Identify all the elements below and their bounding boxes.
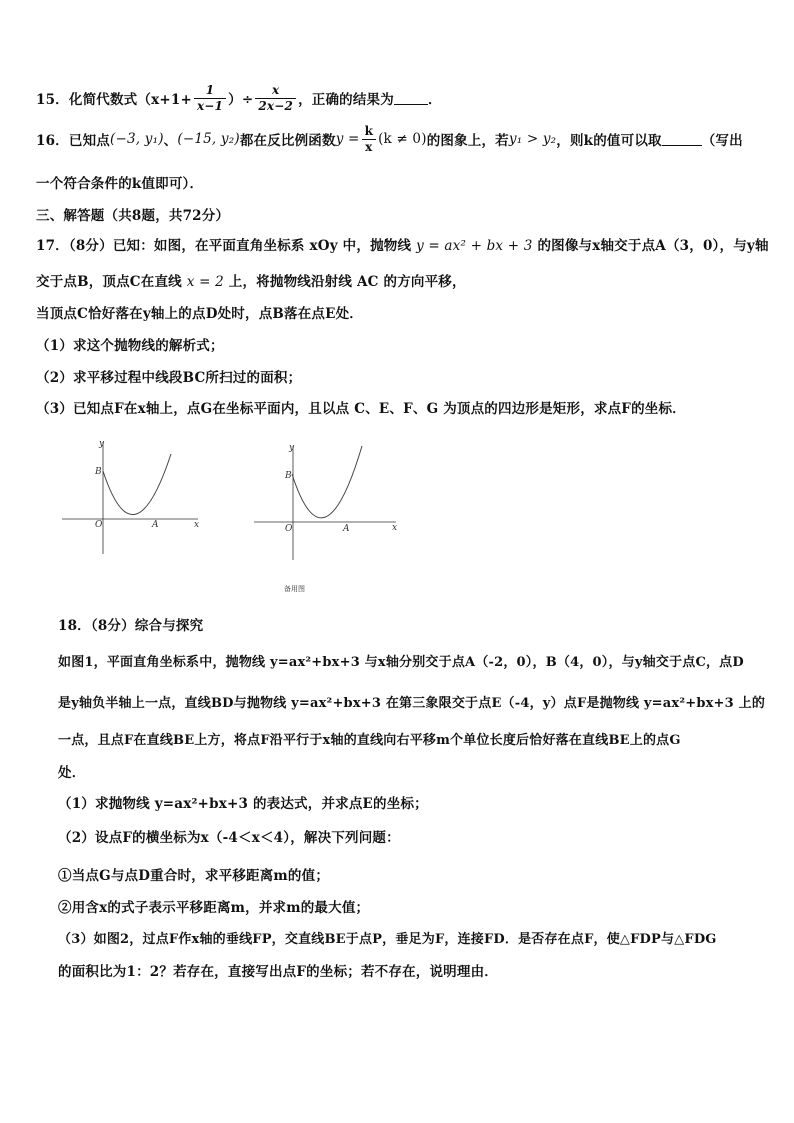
question-15 xyxy=(36,80,442,116)
q15-fraction-1 xyxy=(194,83,226,114)
q15-answer-blank[interactable] xyxy=(394,92,428,105)
x-axis-label: x xyxy=(392,523,398,533)
q18-line-4: 处． xyxy=(58,765,86,781)
q15-suffix: ，正确的结果为 xyxy=(298,92,394,108)
q18-sub-2b: ②用含x的式子表示平移距离m，并求m的最大值； xyxy=(58,900,370,916)
q17-sub-2: （2）求平移过程中线段BC所扫过的面积； xyxy=(36,370,302,386)
q17-l2b: 上，将抛物线沿射线 AC 的方向平移， xyxy=(228,274,466,290)
origin-label: O xyxy=(285,524,293,534)
y-axis-label: y xyxy=(99,439,105,449)
point-b-label: B xyxy=(95,467,102,477)
q17-figure-1 xyxy=(58,436,208,560)
q16-line2: 一个符合条件的k值即可）． xyxy=(36,176,204,192)
q15-frac1-num: 1 xyxy=(194,83,226,99)
q16-point-1: (−3, y₁) xyxy=(110,131,164,147)
q16-ineq: y₁ > y₂ xyxy=(508,131,557,147)
q16-cond: (k ≠ 0) xyxy=(378,131,427,147)
q16-fraction xyxy=(362,124,377,155)
q18-sub-1: （1）求抛物线 y=ax²+bx+3 的表达式，并求点E的坐标； xyxy=(58,796,428,812)
q15-fraction-2 xyxy=(255,83,296,114)
y-axis-label: y xyxy=(289,443,295,453)
q17-sub-3: （3）已知点F在x轴上，点G在坐标平面内，且以点 C、E、F、G 为顶点的四边形是矩形，求点F的坐标． xyxy=(36,401,686,417)
q15-div: ）÷ xyxy=(228,92,254,108)
q16-point-2: (−15, y₂) xyxy=(177,131,240,147)
q18-sub-2: （2）设点F的横坐标为x（-4＜x＜4），解决下列问题： xyxy=(58,830,400,846)
figure-caption: 备用图 xyxy=(284,585,305,593)
q17-figure-2 xyxy=(250,436,400,600)
q17-parabola-eq: y = ax² + bx + 3 xyxy=(416,238,533,254)
question-16 xyxy=(36,120,743,158)
q17-sub-1: （1）求这个抛物线的解析式； xyxy=(36,338,224,354)
q15-frac2-den: 2x−2 xyxy=(258,98,294,113)
q16-frac-num: k xyxy=(362,124,377,140)
q18-line-1: 如图1，平面直角坐标系中，抛物线 y=ax²+bx+3 与x轴分别交于点A（-2，0），B（4，0），与y轴交于点C，点D xyxy=(58,655,744,670)
q17-figure-1-svg xyxy=(58,436,208,556)
q15-end: ． xyxy=(427,92,442,108)
q17-line-3: 当顶点C恰好落在y轴上的点D处时，点B落在点E处． xyxy=(36,306,363,322)
q17-l2a: 交于点B，顶点C在直线 xyxy=(36,274,182,290)
q16-p2: 都在反比例函数 xyxy=(239,133,336,149)
point-b-label: B xyxy=(285,471,292,481)
x-axis-label: x xyxy=(194,520,200,530)
q16-p4: ，则k的值可以取 xyxy=(556,133,662,149)
q15-prefix: 15．化简代数式（x+1+ xyxy=(36,92,192,108)
q17-l1b: 的图像与x轴交于点A（3，0），与y轴 xyxy=(537,238,769,254)
q18-title: 18．（8分）综合与探究 xyxy=(58,618,204,634)
q18-line-2: 是y轴负半轴上一点，直线BD与抛物线 y=ax²+bx+3 在第三象限交于点E（-4，y）点F是抛物线 y=ax²+bx+3 上的 xyxy=(58,696,766,711)
q16-frac-den: x xyxy=(365,139,373,154)
q16-p1: 16．已知点 xyxy=(36,133,110,149)
q18-sub-3b: 的面积比为1：2？若存在，直接写出点F的坐标；若不存在，说明理由． xyxy=(58,964,498,980)
q16-p5: （写出 xyxy=(701,133,743,149)
q17-line-2 xyxy=(36,270,466,290)
point-a-label: A xyxy=(343,524,350,534)
q17-l1a: 17．（8分）已知：如图，在平面直角坐标系 xOy 中，抛物线 xyxy=(36,238,412,254)
q18-line-3: 一点，且点F在直线BE上方，将点F沿平行于x轴的直线向右平移m个单位长度后恰好落在直线BE上的点G xyxy=(58,733,681,748)
parabola-curve xyxy=(103,454,171,515)
q16-answer-blank[interactable] xyxy=(662,133,702,146)
q18-sub-2a: ①当点G与点D重合时，求平移距离m的值； xyxy=(58,868,330,884)
q16-sep: 、 xyxy=(163,133,178,149)
section-3-heading: 三、解答题（共8题，共72分） xyxy=(36,208,230,224)
q17-line-1 xyxy=(36,234,769,254)
q17-figure-2-svg xyxy=(250,436,400,596)
q18-sub-3a: （3）如图2，过点F作x轴的垂线FP，交直线BE于点P，垂足为F，连接FD．是否存在点F，使△FDP与△FDG xyxy=(58,932,717,947)
parabola-curve xyxy=(292,446,362,518)
q16-p3: 的图象上，若 xyxy=(426,133,509,149)
point-a-label: A xyxy=(152,520,159,530)
q17-line-eq: x = 2 xyxy=(186,274,224,290)
q16-y-eq: y = xyxy=(335,131,360,147)
q15-frac1-den: x−1 xyxy=(196,98,224,113)
q15-frac2-num: x xyxy=(255,83,296,99)
origin-label: O xyxy=(95,520,103,530)
